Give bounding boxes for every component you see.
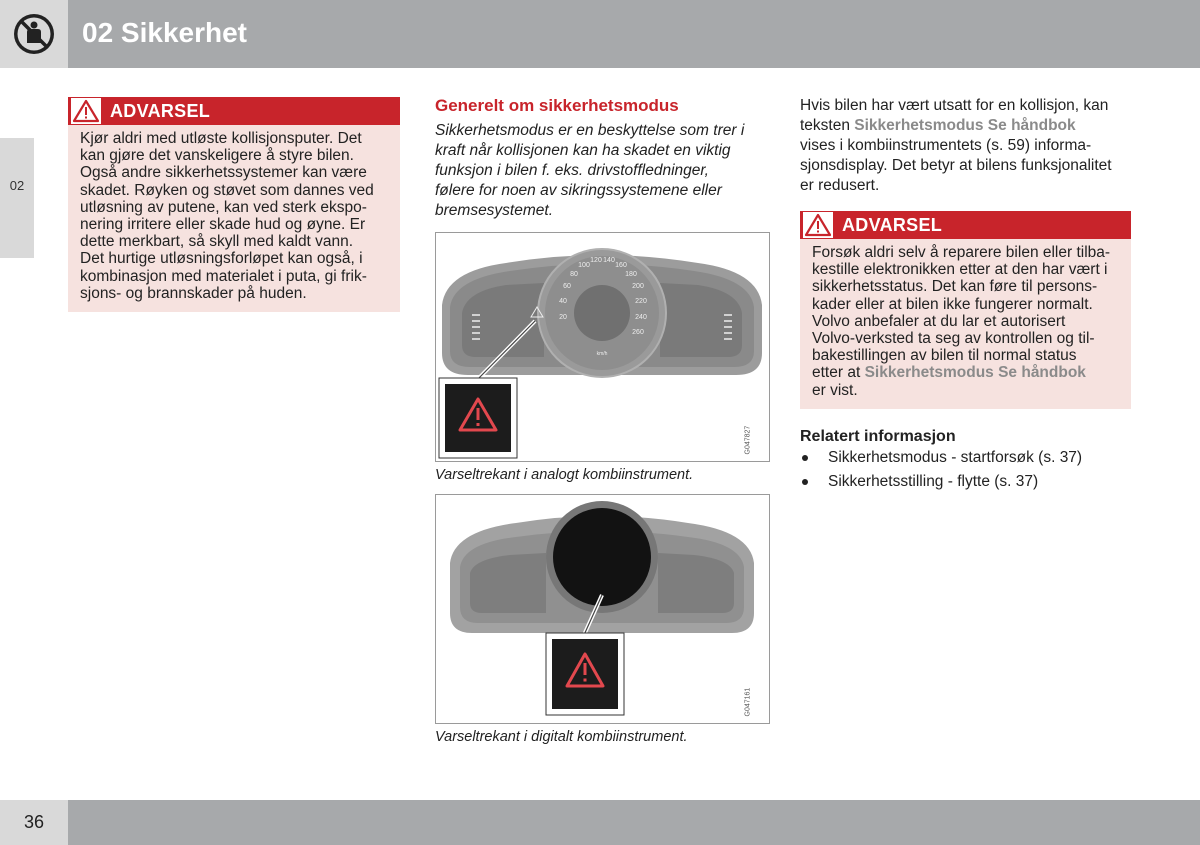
text-line: er redusert. <box>800 177 880 194</box>
warning-line: kan gjøre det vanskeligere å styre bilen. <box>80 147 354 165</box>
speed-label: 200 <box>632 283 644 290</box>
warning-line <box>812 364 1119 381</box>
warning-line: kader eller at bilen ikke fungerer normalt. <box>812 295 1093 313</box>
figure-digital-instrument <box>435 494 770 724</box>
warning-line: kombinasjon med materialet i puta, gi frik- <box>80 267 367 285</box>
figure-code: G047827 <box>744 425 752 455</box>
related-link-item[interactable] <box>800 472 1082 496</box>
warning-line: Kjør aldri med utløste kollisjonsputer. Det <box>80 130 362 147</box>
side-tab-label: 02 <box>9 178 25 193</box>
warning-line: sjons- og brannskader på huden. <box>80 284 307 302</box>
collision-info-text <box>800 96 1140 196</box>
warning-line: utløsning av putene, kan ved sterk ekspo- <box>80 198 367 216</box>
speed-label: 140 <box>603 257 615 264</box>
warning-box-repair <box>800 211 1131 409</box>
intro-line: Sikkerhetsmodus er en beskyttelse som trer i <box>435 122 745 139</box>
speed-label: 120 <box>590 257 602 264</box>
warning-box-airbags <box>68 97 400 312</box>
warning-header <box>800 211 1131 239</box>
intro-line: bremsesystemet. <box>435 202 554 219</box>
page-footer <box>0 800 1200 845</box>
warning-line: skadet. Røyken og støvet som dannes ved <box>80 181 374 199</box>
section-title: Generelt om sikkerhetsmodus <box>435 96 679 115</box>
related-link-item[interactable] <box>800 448 1082 472</box>
related-link-text[interactable]: Sikkerhetsstilling - flytte (s. 37) <box>828 473 1039 490</box>
chapter-title: 02 Sikkerhet <box>82 17 247 48</box>
related-info-list <box>800 448 1082 496</box>
warning-line: Volvo anbefaler at du lar et autorisert <box>812 312 1066 330</box>
bullet-icon <box>802 455 808 461</box>
related-info-title: Relatert informasjon <box>800 428 956 445</box>
warning-title: ADVARSEL <box>842 215 943 235</box>
warning-body <box>68 125 400 308</box>
warning-line: nering irritere eller skade hud og øyne. Er <box>80 216 366 234</box>
warning-line: bakestillingen av bilen til normal status <box>812 347 1077 365</box>
text-line <box>800 116 1140 136</box>
warning-line: er vist. <box>812 381 858 399</box>
related-link-text[interactable]: Sikkerhetsmodus - startforsøk (s. 37) <box>828 449 1083 466</box>
warning-body <box>800 239 1131 405</box>
figure-caption: Varseltrekant i digitalt kombiinstrument. <box>435 729 688 745</box>
speed-label: 100 <box>578 262 590 269</box>
warning-line: kestille elektronikken etter at den har vært i <box>812 261 1108 279</box>
warning-line: dette merkbart, så skyll med kaldt vann. <box>80 233 354 251</box>
speed-label: 60 <box>563 283 571 290</box>
section-intro <box>435 121 770 221</box>
intro-line: følere for noen av sikringssystemene eller <box>435 182 722 199</box>
text-fragment: teksten <box>800 117 855 134</box>
bullet-icon <box>802 479 808 485</box>
display-message: Sikkerhetsmodus Se håndbok <box>864 364 1086 382</box>
display-message: Sikkerhetsmodus Se håndbok <box>854 117 1076 134</box>
figure-caption: Varseltrekant i analogt kombiinstrument. <box>435 467 694 483</box>
warning-triangle-icon <box>803 212 833 238</box>
seatbelt-person-icon <box>13 13 55 55</box>
speed-label: 40 <box>559 298 567 305</box>
figure-code: G047161 <box>744 687 752 717</box>
figure-analog-instrument <box>435 232 770 462</box>
page-number-box <box>0 800 68 845</box>
warning-line: Forsøk aldri selv å reparere bilen eller tilba- <box>812 244 1111 261</box>
speed-label: 20 <box>559 314 567 321</box>
warning-title: ADVARSEL <box>110 101 211 121</box>
text-fragment: etter at <box>812 364 865 382</box>
speed-label: 220 <box>635 298 647 305</box>
warning-triangle-icon <box>71 98 101 124</box>
intro-line: funksjon i bilen f. eks. drivstoffledninger, <box>435 162 709 179</box>
speed-label: 180 <box>625 271 637 278</box>
chapter-side-tab[interactable] <box>0 138 34 258</box>
chapter-header <box>0 0 1200 68</box>
warning-line: sikkerhetsstatus. Det kan føre til persons- <box>812 278 1098 296</box>
warning-header <box>68 97 400 125</box>
text-line: sjonsdisplay. Det betyr at bilens funksjonalitet <box>800 157 1112 174</box>
warning-line: Også andre sikkerhetssystemer kan være <box>80 164 367 182</box>
speed-unit: km/h <box>596 351 608 357</box>
chapter-icon-box <box>0 0 68 68</box>
analog-instrument-illustration <box>436 233 769 461</box>
page-number: 36 <box>23 812 45 832</box>
warning-line: Det hurtige utløsningsforløpet kan også, i <box>80 250 363 268</box>
digital-instrument-illustration <box>436 495 769 723</box>
speed-label: 240 <box>635 314 647 321</box>
text-line: Hvis bilen har vært utsatt for en kollisjon, kan <box>800 97 1109 114</box>
speed-label: 160 <box>615 262 627 269</box>
speed-label: 260 <box>632 329 644 336</box>
text-line: vises i kombiinstrumentets (s. 59) informa- <box>800 137 1092 154</box>
speed-label: 80 <box>570 271 578 278</box>
warning-line: Volvo-verksted ta seg av kontrollen og til- <box>812 330 1095 348</box>
intro-line: kraft når kollisjonen kan ha skadet en viktig <box>435 142 731 159</box>
